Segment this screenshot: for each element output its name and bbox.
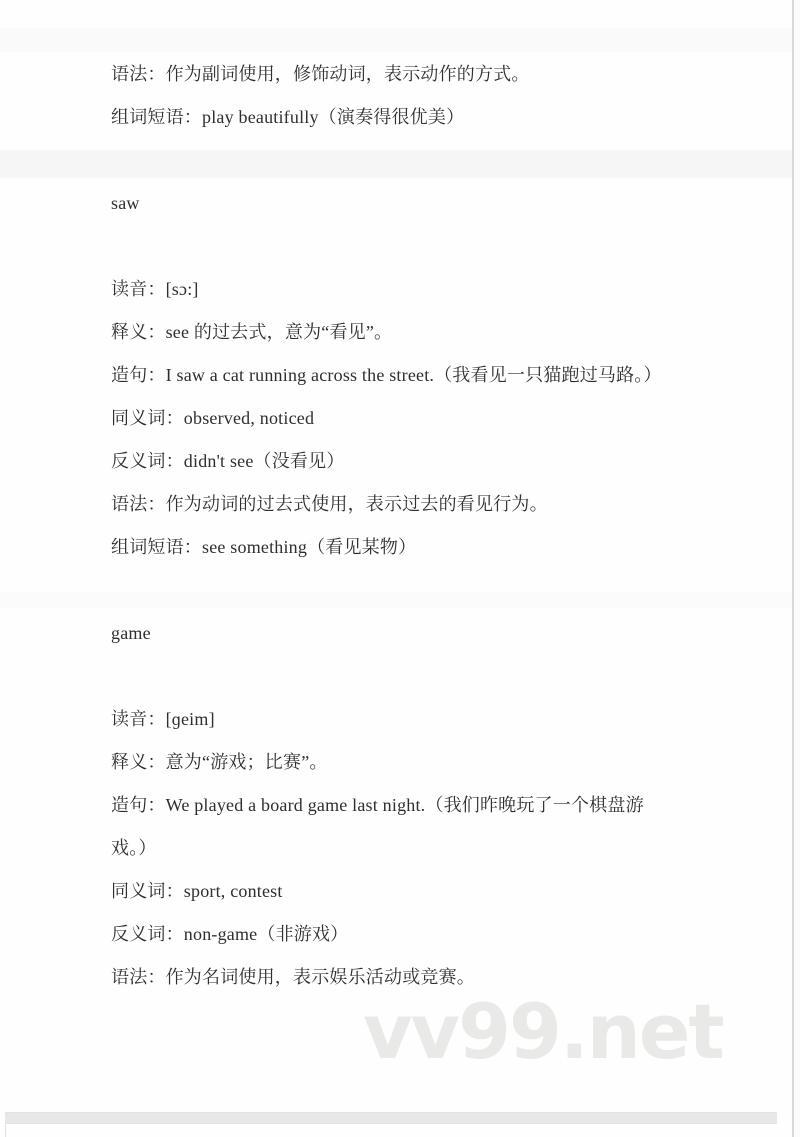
- antonyms-line-game: 反义词：non-game（非游戏）: [111, 924, 349, 944]
- example-line-game-2: 戏。）: [111, 838, 157, 858]
- synonyms-line-game: 同义词：sport, contest: [111, 881, 283, 901]
- next-page-left-edge: [5, 1124, 6, 1137]
- phrase-line-saw: 组词短语：see something（看见某物）: [111, 537, 417, 557]
- scan-artifact-band: [0, 28, 800, 52]
- vocabulary-text-block: [111, 53, 773, 999]
- pronunciation-line-saw: 读音：[sɔ:]: [111, 279, 199, 299]
- pronunciation-line-game: 读音：[ɡeim]: [111, 709, 215, 729]
- grammar-line-beautifully: 语法：作为副词使用，修饰动词，表示动作的方式。: [111, 64, 530, 84]
- grammar-line-game: 语法：作为名词使用，表示娱乐活动或竞赛。: [111, 967, 475, 987]
- headword-game: game: [111, 623, 151, 643]
- example-line-saw: 造句：I saw a cat running across the street.（我看见一只猫跑过马路。）: [111, 365, 662, 385]
- example-line-game-1: 造句：We played a board game last night.（我们昨晚玩了一个棋盘游: [111, 795, 644, 815]
- page-right-gutter: [794, 0, 800, 1137]
- phrase-line-beautifully: 组词短语：play beautifully（演奏得很优美）: [111, 107, 465, 127]
- synonyms-line-saw: 同义词：observed, noticed: [111, 408, 315, 428]
- definition-line-saw: 释义：see 的过去式，意为“看见”。: [111, 322, 393, 342]
- antonyms-line-saw: 反义词：didn't see（没看见）: [111, 451, 345, 471]
- definition-line-game: 释义：意为“游戏；比赛”。: [111, 752, 328, 772]
- site-watermark: vv99.net: [363, 987, 723, 1076]
- page-separator-band: [5, 1112, 777, 1124]
- grammar-line-saw: 语法：作为动词的过去式使用，表示过去的看见行为。: [111, 494, 548, 514]
- headword-saw: saw: [111, 193, 140, 213]
